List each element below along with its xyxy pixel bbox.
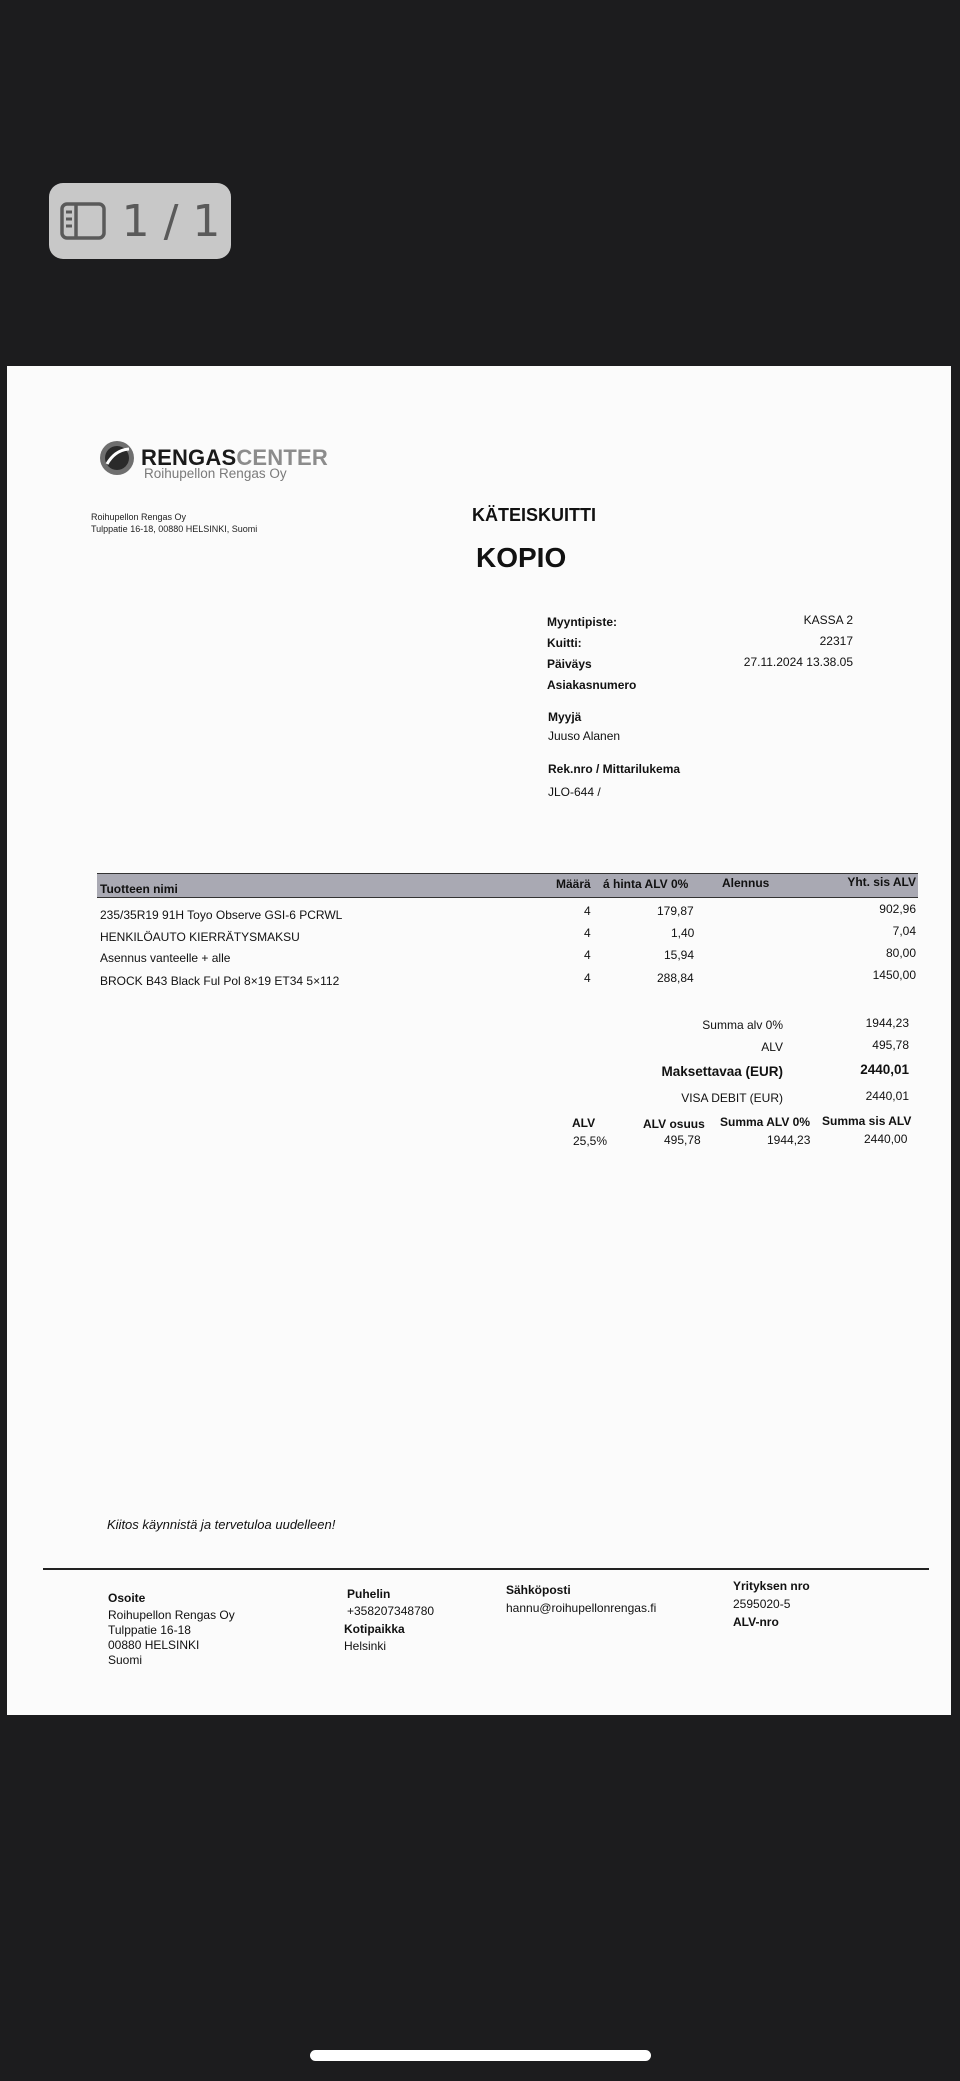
receipt-number-label: Kuitti: [547,636,582,650]
vat-value: 495,78 [872,1038,909,1052]
col-quantity: Määrä [556,877,591,891]
footer-domicile-label: Kotipaikka [344,1622,405,1636]
footer-address-line: 00880 HELSINKI [108,1638,200,1652]
row-total: 7,04 [892,924,916,938]
footer-address-line: Suomi [108,1653,143,1667]
vat-label: ALV [761,1040,783,1054]
receipt-title: KÄTEISKUITTI [472,505,596,525]
row-total: 80,00 [885,946,916,960]
amount-payable-value: 2440,01 [860,1062,909,1077]
col-unit-price: á hinta ALV 0% [603,877,689,891]
company-logo [99,440,328,481]
col-discount: Alennus [722,876,770,890]
product-table-header [97,873,918,898]
row-unit-price: 179,87 [657,904,694,918]
sales-point-value: KASSA 2 [803,613,853,627]
footer-divider [43,1568,929,1570]
row-total: 902,96 [879,902,916,916]
company-name: Roihupellon Rengas Oy [91,512,187,522]
table-row [97,902,918,924]
vat-share-value: 495,78 [664,1133,701,1147]
footer-address-line: Tulppatie 16-18 [108,1623,191,1637]
customer-number-label: Asiakasnumero [547,678,637,692]
logo-subtitle: Roihupellon Rengas Oy [144,466,287,481]
payment-method-value: 2440,01 [865,1089,909,1103]
sales-point-label: Myyntipiste: [547,615,618,629]
vat-sum-excl-header: Summa ALV 0% [720,1115,811,1129]
row-quantity: 4 [584,948,591,962]
footer-company-no-label: Yrityksen nro [733,1579,810,1593]
home-indicator[interactable] [310,2050,651,2061]
logo-wordmark: RENGASCENTER [141,445,328,470]
row-quantity: 4 [584,971,591,985]
tire-logo-icon [99,440,135,476]
table-row [97,968,918,990]
col-total: Yht. sis ALV [847,875,916,889]
footer-address-line: Roihupellon Rengas Oy [108,1608,235,1622]
registration-label: Rek.nro / Mittarilukema [548,762,681,776]
row-unit-price: 288,84 [657,971,694,985]
date-label: Päiväys [547,657,592,671]
receipt-number-value: 22317 [819,634,853,648]
receipt-page [7,366,951,1715]
row-quantity: 4 [584,904,591,918]
sidebar-toggle-icon [60,202,106,240]
col-product-name: Tuotteen nimi [100,882,178,896]
row-unit-price: 1,40 [671,926,695,940]
footer-company-no-value: 2595020-5 [733,1597,791,1611]
payment-method-label: VISA DEBIT (EUR) [681,1091,783,1105]
footer-vat-no-label: ALV-nro [733,1615,779,1629]
footer-address-label: Osoite [108,1591,146,1605]
seller-label: Myyjä [548,710,582,724]
vat-sum-excl-value: 1944,23 [767,1133,811,1147]
row-product-name: HENKILÖAUTO KIERRÄTYSMAKSU [100,930,300,944]
date-value: 27.11.2024 13.38.05 [743,655,853,669]
page-indicator-badge[interactable] [49,183,231,259]
row-product-name: 235/35R19 91H Toyo Observe GSI-6 PCRWL [100,908,343,922]
row-product-name: Asennus vanteelle + alle [100,951,231,965]
row-unit-price: 15,94 [664,948,695,962]
thank-you-message: Kiitos käynnistä ja tervetuloa uudelleen! [107,1517,336,1532]
footer-phone-label: Puhelin [347,1587,391,1601]
seller-value: Juuso Alanen [548,729,621,743]
footer-domicile-value: Helsinki [344,1639,387,1653]
vat-sum-incl-value: 2440,00 [864,1132,908,1146]
sum-excl-vat-label: Summa alv 0% [702,1018,783,1032]
vat-share-header: ALV osuus [643,1117,705,1131]
row-quantity: 4 [584,926,591,940]
table-row [97,924,918,946]
table-row [97,946,918,968]
footer-phone-value: +358207348780 [347,1604,435,1618]
company-address: Tulppatie 16-18, 00880 HELSINKI, Suomi [91,524,258,534]
page-indicator-text: 1 / 1 [121,195,221,247]
registration-value: JLO-644 / [548,785,601,799]
footer-email-value: hannu@roihupellonrengas.fi [506,1601,657,1615]
footer-email-label: Sähköposti [506,1583,571,1597]
vat-rate-value: 25,5% [573,1134,608,1148]
vat-rate-header: ALV [572,1116,596,1130]
product-table-body [97,902,918,994]
receipt-copy-label: KOPIO [476,542,567,573]
row-product-name: BROCK B43 Black Ful Pol 8×19 ET34 5×112 [100,974,340,988]
amount-payable-label: Maksettavaa (EUR) [661,1064,783,1079]
row-total: 1450,00 [872,968,916,982]
sum-excl-vat-value: 1944,23 [865,1016,909,1030]
vat-sum-incl-header: Summa sis ALV [822,1114,912,1128]
